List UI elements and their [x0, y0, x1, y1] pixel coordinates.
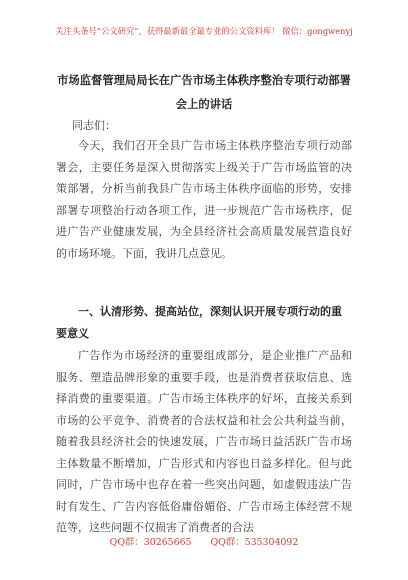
paragraph-intro: 今天，我们召开全县广告市场主体秩序整治专项行动部署会，主要任务是深入贯彻落实上级关于广告市场监管的决策部署，分析当前我县广告市场主体秩序面临的形势，安排部署专项整治行动各项工作，进一步规范广告市场秩序，促进广告产业健康发展，为全县经济社会高质量发展营造良好的市场环境。下面，我讲几点意见。 [56, 139, 352, 260]
footer-contact [0, 534, 408, 548]
greeting: 同志们： [72, 119, 116, 132]
footer-qq-group-2: QQ群：535304092 [210, 537, 299, 548]
section-heading-1: 一、认清形势、提高站位，深刻认识开展专项行动的重要意义 [56, 305, 342, 340]
header-banner: 关注头条号“公文研究”，获得最新最全最专业的公文资料库！ 微信：gongwenyj [55, 26, 353, 36]
document-title: 市场监督管理局局长在广告市场主体秩序整治专项行动部署会上的讲话 [57, 73, 351, 111]
footer-qq-group-1: QQ群：30265665 [109, 537, 192, 548]
paragraph-section-1: 广告作为市场经济的重要组成部分，是企业推广产品和服务、塑造品牌形象的重要手段，也是消费者获取信息、选择消费的重要渠道。广告市场主体秩序的好坏，直接关系到市场的公平竞争、消费者的合法权益和社会公共利益当前，随着我县经济社会的快速发展，广告市场日益活跃广告市场主体数量不断增加，广告形式和内容也日益多样化。但与此同时，广告市场中也存在着一些突出问题，如虚假违法广告时有发生、广告内容低俗庸俗媚俗、广告市场主体经营不规范等，这些问题不仅损害了消费者的合法 [56, 349, 352, 534]
